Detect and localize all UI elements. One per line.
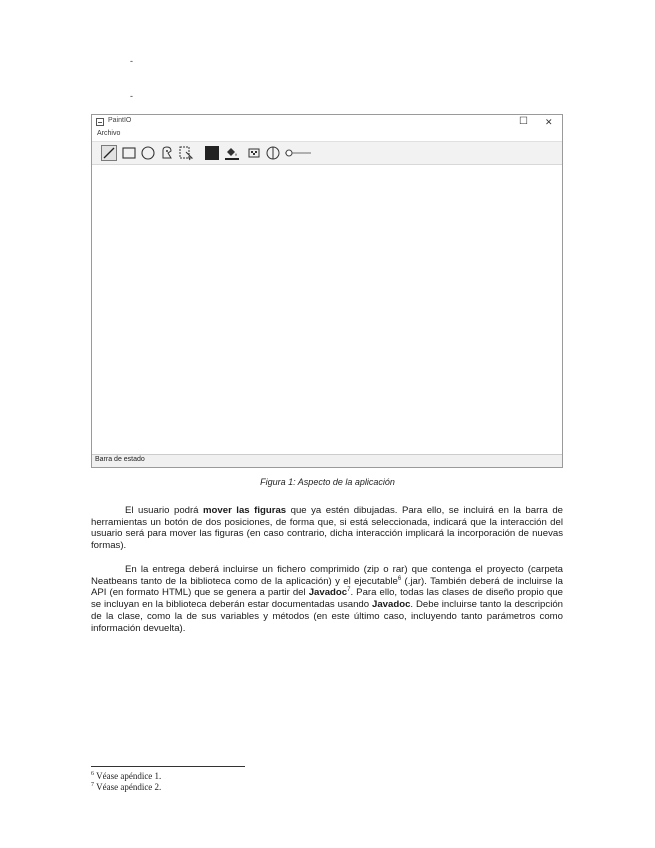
title-bar — [92, 115, 562, 129]
drawing-canvas[interactable] — [92, 165, 562, 454]
text: El usuario podrá — [125, 505, 204, 516]
app-window-screenshot — [91, 114, 563, 468]
page-mark: - — [130, 91, 133, 101]
footnote-text: Véase apéndice 2. — [94, 782, 162, 792]
app-icon — [96, 118, 104, 126]
bold-text: Javadoc — [372, 599, 411, 611]
footnote-number: 7 — [91, 782, 94, 788]
bold-text: mover las figuras — [203, 505, 287, 516]
menu-bar — [92, 129, 562, 141]
footnote-number: 6 — [91, 771, 94, 777]
footnote-text: Véase apéndice 1. — [94, 771, 162, 781]
maximize-button[interactable]: ☐ — [519, 116, 528, 127]
menu-archivo[interactable]: Archivo — [97, 130, 121, 137]
text: (.jar). También deberá de incluirse la API (en formato HTML) que se genera a partir del — [91, 575, 563, 599]
footnote — [91, 771, 161, 781]
toolbar — [92, 141, 562, 165]
footnote — [91, 782, 161, 792]
paragraph — [91, 564, 563, 634]
transparency-tool-icon[interactable] — [246, 145, 262, 161]
stroke-slider[interactable] — [283, 145, 313, 161]
footnote-ref[interactable]: 7 — [347, 587, 351, 594]
status-bar — [92, 454, 562, 467]
line-tool-icon[interactable] — [101, 145, 117, 161]
text: que ya estén dibujadas. Para ello, se incluirá en la barra de herramientas un botón de dos posiciones, de forma que, si está seleccionada, indicará que la interacción del usuario será para mover las figuras (en caso contrario, dicha interacción implicará la incorporación de nuevas formas). — [91, 505, 563, 552]
antialias-tool-icon[interactable] — [265, 145, 281, 161]
window-title: PaintIO — [108, 117, 132, 124]
ellipse-tool-icon[interactable] — [140, 145, 156, 161]
footnote-ref[interactable]: 6 — [397, 575, 402, 582]
text: En la entrega deberá incluirse un fichero comprimido (zip o rar) que contenga el proyecto (carpeta Neatbeans tanto de la biblioteca como de la aplicación) y el ejecutable — [91, 564, 563, 587]
footnote-divider — [91, 766, 245, 767]
shape-tool-icon[interactable] — [159, 145, 175, 161]
text: . Debe incluirse tanto la descripción de la clase, como la de sus variables y métodos (en este último caso, incluyendo tanto parámetros como información devuelta). — [91, 599, 563, 634]
figure-caption: Figura 1: Aspecto de la aplicación — [260, 477, 395, 487]
page-mark: - — [130, 56, 133, 66]
status-text: Barra de estado — [95, 456, 145, 463]
text: . Para ello, todas las clases de diseño propio que se incluyan en la biblioteca deberán estar documentadas usando — [91, 587, 564, 611]
edit-tool-icon[interactable] — [178, 145, 194, 161]
bold-text: Javadoc — [308, 587, 348, 599]
paragraph — [91, 505, 563, 552]
color-picker-icon[interactable] — [204, 145, 220, 161]
rectangle-tool-icon[interactable] — [121, 145, 137, 161]
close-button[interactable]: ✕ — [545, 117, 553, 127]
fill-tool-icon[interactable] — [224, 145, 240, 161]
